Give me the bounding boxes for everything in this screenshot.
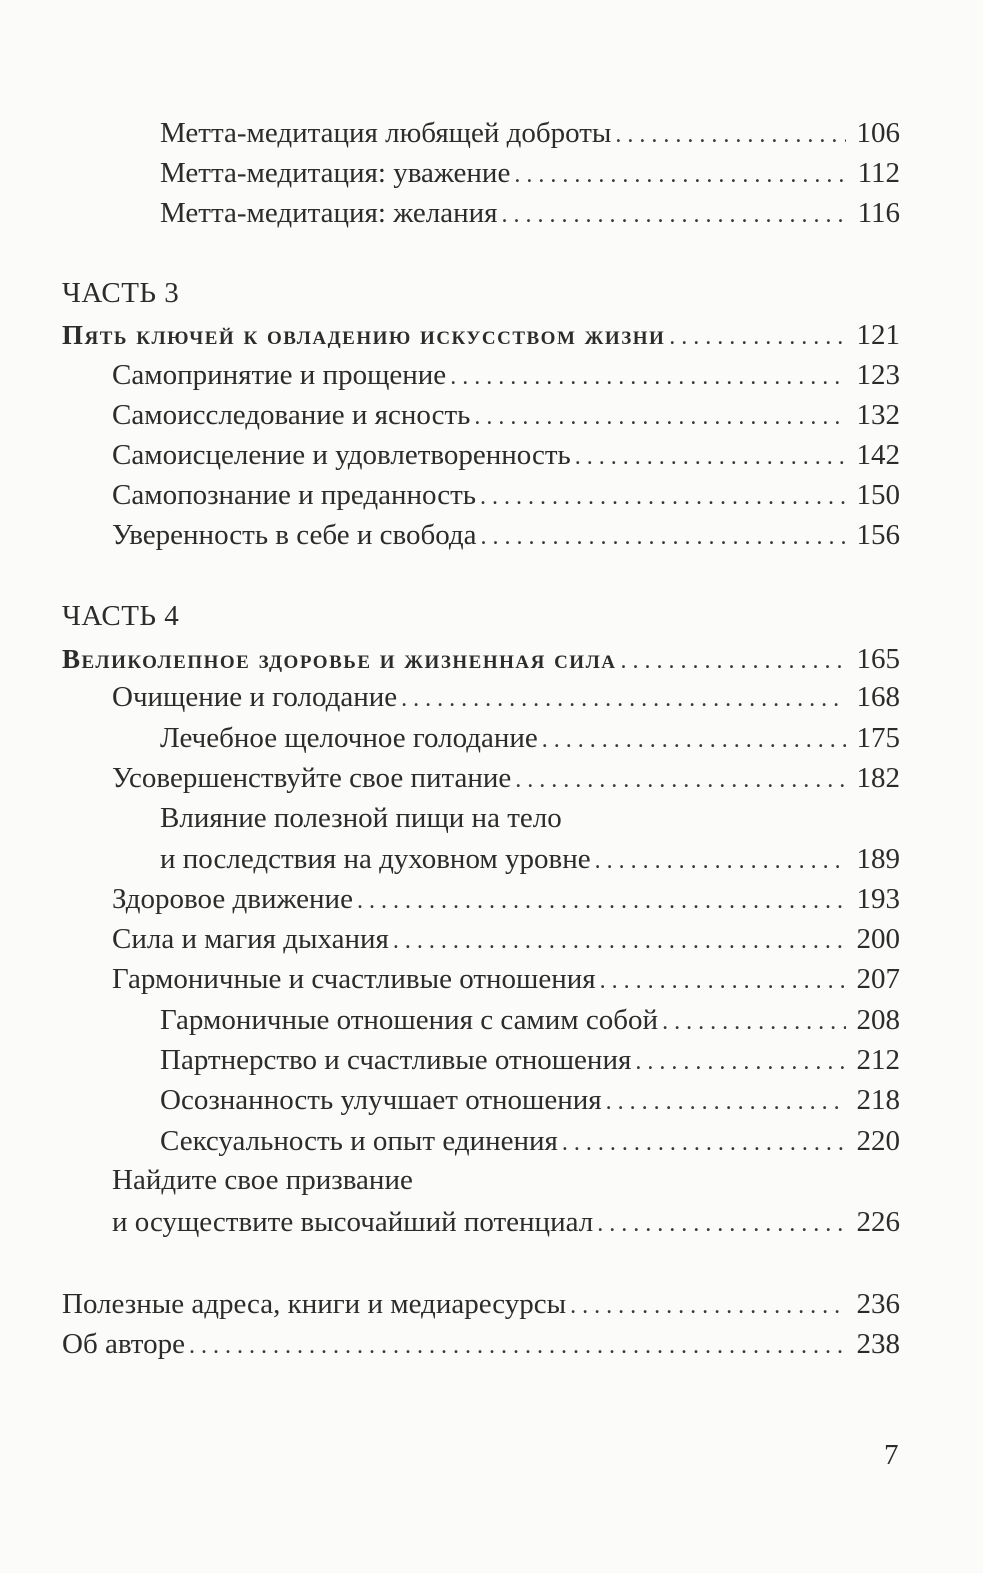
part-heading <box>62 642 900 678</box>
toc-dot-leader <box>189 1329 846 1363</box>
toc-entry-page: 218 <box>856 1084 900 1116</box>
toc-dot-leader <box>393 924 846 958</box>
toc-dot-leader <box>570 1289 846 1323</box>
toc-dot-leader <box>401 682 846 716</box>
toc-entry-page: 112 <box>857 157 900 189</box>
toc-subentry <box>160 842 900 878</box>
toc-dot-leader <box>635 1045 846 1079</box>
toc-entry-title: Об авторе <box>62 1328 185 1360</box>
page-number: 7 <box>884 1439 899 1471</box>
toc-entry-title: и последствия на духовном уровне <box>160 843 591 875</box>
toc-entry-page: 132 <box>856 399 900 431</box>
part-label: ЧАСТЬ 4 <box>62 600 180 632</box>
toc-dot-leader <box>606 1085 846 1119</box>
toc-entry <box>112 922 900 958</box>
toc-entry-page: 116 <box>857 197 900 229</box>
toc-entry-page: 200 <box>856 923 900 955</box>
toc-dot-leader <box>480 480 846 514</box>
toc-entry <box>112 962 900 998</box>
toc-dot-leader <box>595 844 846 878</box>
toc-entry-page: 182 <box>856 762 900 794</box>
toc-entry <box>112 438 900 474</box>
toc-entry-title-line: Найдите свое призвание <box>112 1164 413 1196</box>
toc-entry <box>160 116 900 152</box>
toc-entry-title: Усовершенствуйте свое питание <box>112 762 512 794</box>
toc-subentry <box>160 1124 900 1160</box>
toc-entry-title: Уверенность в себе и свобода <box>112 519 477 551</box>
toc-entry-title: Очищение и голодание <box>112 681 398 713</box>
part-heading-page: 121 <box>856 319 900 351</box>
toc-entry-page: 175 <box>856 722 900 754</box>
toc-entry-title: Полезные адреса, книги и медиаресурсы <box>62 1288 567 1320</box>
toc-dot-leader <box>514 158 846 192</box>
toc-entry-title: Гармоничные отношения с самим собой <box>160 1004 659 1036</box>
toc-entry-title: Сексуальность и опыт единения <box>160 1125 558 1157</box>
toc-dot-leader <box>597 1207 846 1241</box>
toc-dot-leader <box>662 1005 846 1039</box>
toc-dot-leader <box>575 440 846 474</box>
toc-entry-title: Метта-медитация: уважение <box>160 157 511 189</box>
toc-dot-leader <box>515 763 846 797</box>
toc-entry <box>112 680 900 716</box>
toc-dot-leader <box>669 320 846 354</box>
toc-entry-title: Метта-медитация: желания <box>160 197 498 229</box>
toc-subentry <box>160 721 900 757</box>
toc-back-matter-entry <box>62 1287 900 1323</box>
toc-entry-page: 207 <box>856 963 900 995</box>
toc-entry-title: Самоисцеление и удовлетворенность <box>112 439 571 471</box>
toc-entry-page: 189 <box>856 843 900 875</box>
toc-entry-page: 168 <box>856 681 900 713</box>
toc-subentry <box>160 1083 900 1119</box>
toc-entry-title: Метта-медитация любящей доброты <box>160 117 612 149</box>
toc-entry-title: Самопринятие и прощение <box>112 359 447 391</box>
toc-entry-title: Самоисследование и ясность <box>112 399 471 431</box>
toc-subentry <box>160 1043 900 1079</box>
toc-subentry-title-line: Влияние полезной пищи на тело <box>160 802 562 834</box>
toc-dot-leader <box>481 520 846 554</box>
part-label: ЧАСТЬ 3 <box>62 277 180 309</box>
toc-subentry <box>160 1003 900 1039</box>
toc-entry <box>112 518 900 554</box>
toc-entry <box>112 478 900 514</box>
toc-entry <box>112 398 900 434</box>
toc-dot-leader <box>501 198 846 232</box>
toc-entry-page: 123 <box>856 359 900 391</box>
toc-entry <box>112 358 900 394</box>
toc-entry-page: 142 <box>856 439 900 471</box>
toc-entry <box>160 196 900 232</box>
toc-dot-leader <box>450 360 846 394</box>
part-heading <box>62 318 900 354</box>
toc-dot-leader <box>542 723 846 757</box>
toc-entry-page: 193 <box>856 883 900 915</box>
toc-entry-page: 212 <box>856 1044 900 1076</box>
toc-entry-page: 208 <box>856 1004 900 1036</box>
toc-entry-page: 236 <box>856 1288 900 1320</box>
toc-entry-title: и осуществите высочайший потенциал <box>112 1206 594 1238</box>
toc-entry <box>112 882 900 918</box>
toc-entry-title: Партнерство и счастливые отношения <box>160 1044 632 1076</box>
toc-entry <box>160 156 900 192</box>
toc-entry-title: Лечебное щелочное голодание <box>160 722 538 754</box>
toc-dot-leader <box>474 400 846 434</box>
toc-entry-title: Самопознание и преданность <box>112 479 477 511</box>
toc-entry <box>112 1205 900 1241</box>
toc-entry-page: 226 <box>856 1206 900 1238</box>
toc-dot-leader <box>615 118 846 152</box>
part-heading-title: Великолепное здоровье и жизненная сила <box>62 644 617 674</box>
toc-entry-title: Осознанность улучшает отношения <box>160 1084 602 1116</box>
toc-entry-title: Сила и магия дыхания <box>112 923 389 955</box>
toc-dot-leader <box>357 884 846 918</box>
toc-entry-page: 156 <box>856 519 900 551</box>
toc-dot-leader <box>620 644 846 678</box>
part-heading-page: 165 <box>856 643 900 675</box>
toc-entry-title: Здоровое движение <box>112 883 353 915</box>
toc-dot-leader <box>562 1126 846 1160</box>
toc-entry-page: 238 <box>856 1328 900 1360</box>
toc-dot-leader <box>600 964 846 998</box>
toc-entry-page: 106 <box>856 117 900 149</box>
toc-back-matter-entry <box>62 1327 900 1363</box>
toc-entry-page: 220 <box>856 1125 900 1157</box>
toc-entry <box>112 761 900 797</box>
toc-entry-page: 150 <box>856 479 900 511</box>
toc-entry-title: Гармоничные и счастливые отношения <box>112 963 596 995</box>
part-heading-title: Пять ключей к овладению искусством жизни <box>62 320 666 350</box>
